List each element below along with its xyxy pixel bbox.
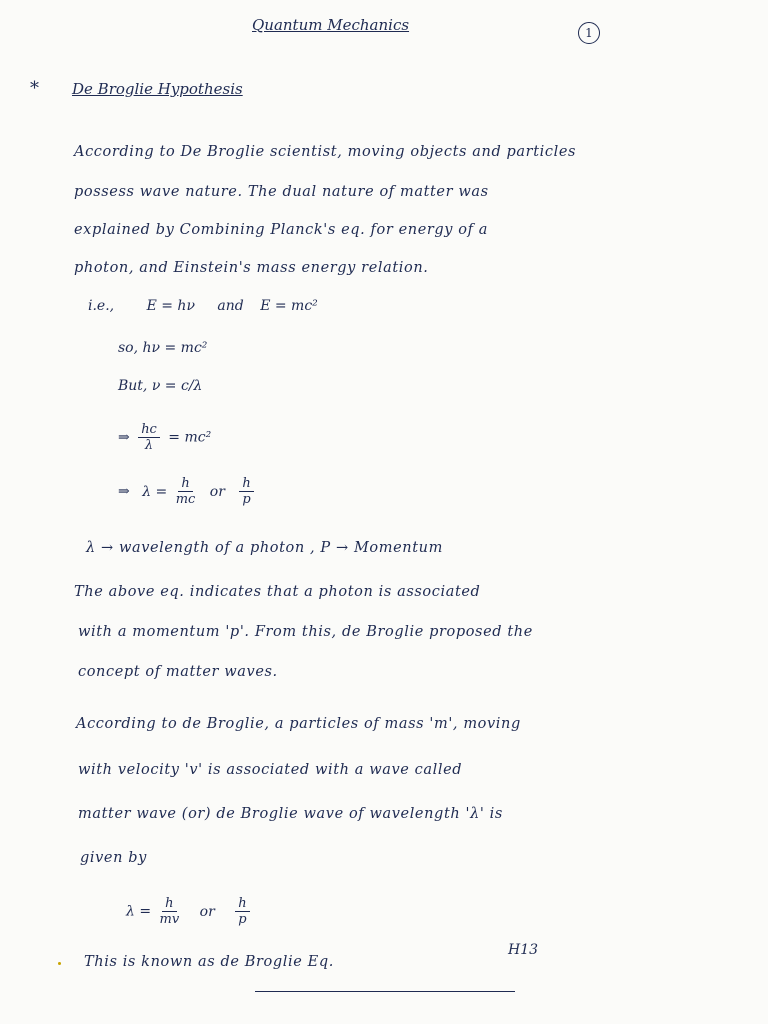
fraction-h-over-mc [176, 476, 196, 507]
bullet-star-icon: * [30, 78, 39, 99]
implies-arrow-icon: ⇒ [118, 429, 130, 446]
fraction-numerator: h [162, 896, 176, 912]
fraction-h-over-p [235, 896, 249, 927]
paragraph1-line3: explained by Combining Planck's eq. for energy of a [74, 222, 489, 238]
fraction-denominator: λ [144, 438, 154, 453]
paragraph3-line1: According to de Broglie, a particles of mass 'm', moving [76, 716, 521, 732]
equation-einstein: E = mc² [260, 298, 318, 314]
fraction-denominator: mv [159, 912, 180, 927]
section-heading: De Broglie Hypothesis [72, 80, 243, 98]
derivation-rhs: = mc² [168, 429, 212, 446]
lambda-lhs: λ = [126, 903, 152, 920]
fraction-denominator: p [242, 492, 251, 507]
paragraph2-line2: with a momentum 'p'. From this, de Broglie proposed the [78, 624, 533, 640]
equation-planck: E = hν [146, 298, 195, 314]
fraction-denominator: mc [175, 492, 196, 507]
fraction-hc-over-lambda [138, 422, 160, 453]
page-number: 1 [578, 22, 600, 44]
paragraph3-line3: matter wave (or) de Broglie wave of wavelength 'λ' is [78, 806, 503, 822]
derivation-line5 [118, 476, 258, 507]
fraction-denominator: p [238, 912, 247, 927]
paragraph1-line1: According to De Broglie scientist, moving objects and particles [74, 144, 577, 160]
fraction-numerator: h [239, 476, 253, 492]
fraction-numerator: hc [138, 422, 160, 438]
fraction-h-over-p [239, 476, 253, 507]
derivation-and: and [217, 298, 244, 314]
or-text: or [209, 483, 225, 500]
margin-dot [58, 962, 61, 965]
paragraph1-line4: photon, and Einstein's mass energy relation. [74, 260, 429, 276]
implies-arrow-icon: ⇒ [118, 483, 130, 500]
derivation-line4 [118, 422, 211, 453]
fraction-numerator: h [235, 896, 249, 912]
derivation-line3: But, ν = c/λ [118, 378, 203, 394]
final-equation [126, 896, 254, 927]
closing-line: This is known as de Broglie Eq. [84, 954, 334, 970]
bottom-divider [255, 991, 515, 992]
paragraph3-line2: with velocity 'v' is associated with a wave called [78, 762, 463, 778]
paragraph2-line3: concept of matter waves. [78, 664, 278, 680]
derivation-line1 [88, 298, 318, 314]
paragraph2-line1: The above eq. indicates that a photon is associated [74, 584, 481, 600]
margin-note: H13 [508, 942, 539, 958]
derivation-line2: so, hν = mc² [118, 340, 208, 356]
derivation-prefix: i.e., [88, 298, 115, 314]
fraction-numerator: h [178, 476, 192, 492]
fraction-h-over-mv [160, 896, 180, 927]
or-text: or [199, 903, 215, 920]
page-title: Quantum Mechanics [252, 16, 410, 34]
paragraph1-line2: possess wave nature. The dual nature of matter was [74, 184, 489, 200]
legend-line: λ → wavelength of a photon , P → Momentum [86, 540, 443, 556]
lambda-lhs: λ = [142, 483, 168, 500]
paragraph3-line4: given by [80, 850, 147, 866]
